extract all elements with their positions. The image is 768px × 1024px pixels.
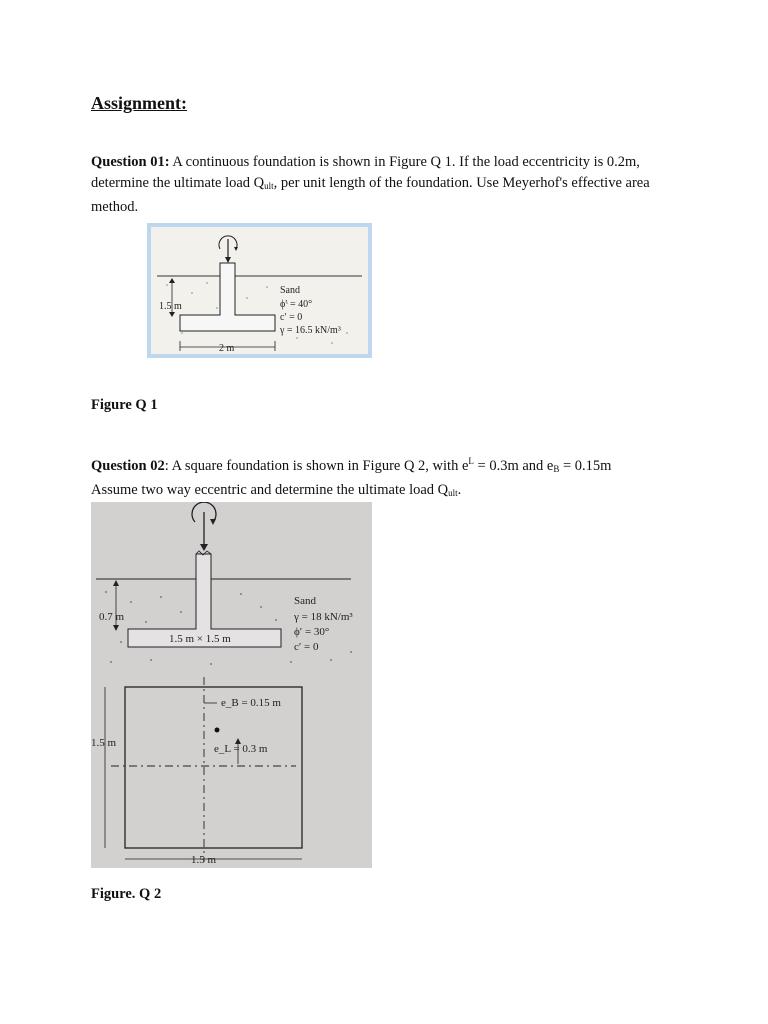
fig1-gamma-label: γ = 16.5 kN/m³ <box>280 325 341 336</box>
fig2-bottom-label: 1.5 m <box>191 854 217 866</box>
fig2-phi-label: ϕ′ = 30° <box>294 626 330 638</box>
question-02-line2-end: . <box>457 481 462 498</box>
question-02-sub1: L <box>468 456 474 466</box>
fig1-soil-label: Sand <box>280 285 300 296</box>
fig2-eb-label: e_B = 0.15 m <box>221 697 281 709</box>
fig1-depth-label: 1.5 m <box>159 301 182 312</box>
question-02-sub2: B <box>553 463 560 474</box>
figure-q2-caption: Figure. Q 2 <box>91 886 162 902</box>
question-02-label: Question 02 <box>91 457 165 474</box>
figure-q2 <box>91 502 372 868</box>
fig2-side-label: 1.5 m <box>91 737 117 749</box>
question-01-label: Question 01: <box>91 154 170 170</box>
fig1-c-label: c′ = 0 <box>280 312 303 323</box>
question-02-line2: Assume two way eccentric and determine the ultimate load Q <box>91 481 449 498</box>
question-02-text: : A square foundation is shown in Figure Q 2, with e <box>164 457 469 474</box>
question-01 <box>91 152 691 218</box>
question-02-text-mid: = 0.3m and e <box>473 457 554 474</box>
fig2-c-label: c′ = 0 <box>294 641 319 653</box>
question-02-line2-sub: ult <box>448 487 458 498</box>
question-01-text: A continuous foundation is shown in Figure Q 1. If the load eccentricity is 0.2m, determine the ultimate load Q <box>91 154 640 191</box>
fig1-phi-label: ϕ′ = 40° <box>280 299 313 310</box>
fig2-depth-label: 0.7 m <box>99 611 125 623</box>
fig2-soil-label: Sand <box>294 595 316 607</box>
question-02 <box>91 451 691 504</box>
question-01-sub: ult <box>264 181 274 191</box>
question-02-text-end: = 0.15m <box>559 457 612 474</box>
fig2-size-label: 1.5 m × 1.5 m <box>169 633 231 645</box>
figure-q1 <box>147 223 372 358</box>
question-01-text-end: , per unit length of the foundation. Use Meyerhof's effective area method. <box>91 175 650 215</box>
fig2-el-label: e_L = 0.3 m <box>214 743 268 755</box>
fig1-width-label: 2 m <box>219 343 235 354</box>
page-heading: Assignment: <box>91 93 188 113</box>
figure-q1-caption: Figure Q 1 <box>91 397 158 413</box>
fig2-gamma-label: γ = 18 kN/m³ <box>294 611 353 623</box>
